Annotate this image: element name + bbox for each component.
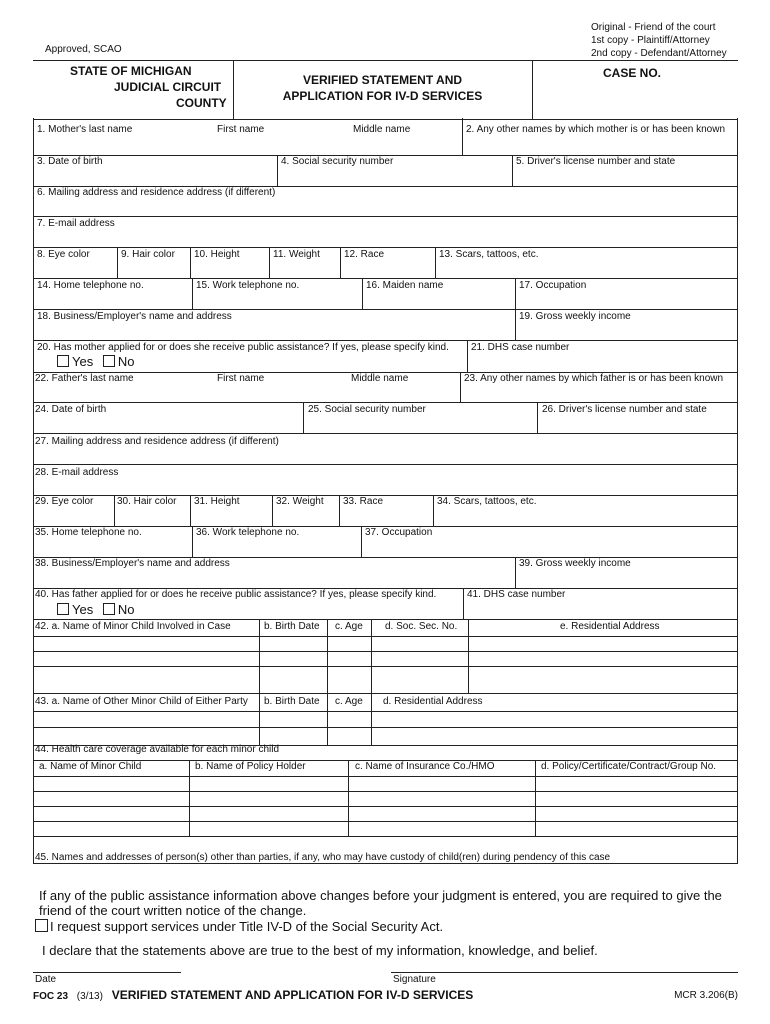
mother-yes-label: Yes: [72, 354, 94, 369]
field-11-weight[interactable]: 11. Weight: [273, 249, 320, 260]
mother-assistance-options: [57, 355, 134, 369]
field-4-ssn[interactable]: 4. Social security number: [281, 156, 394, 167]
approved-label: Approved, SCAO: [45, 44, 122, 55]
coverage-row[interactable]: [34, 777, 737, 791]
form-grid: [33, 60, 738, 863]
field-34-scars[interactable]: 34. Scars, tattoos, etc.: [437, 496, 537, 507]
mother-no-label: No: [117, 354, 135, 369]
field-44c-insurance-co: c. Name of Insurance Co./HMO: [355, 761, 495, 772]
field-21-dhs-case[interactable]: 21. DHS case number: [471, 342, 570, 353]
father-yes-label: Yes: [72, 602, 94, 617]
field-22-middle-name[interactable]: Middle name: [351, 373, 409, 384]
field-42a-child-name: 42. a. Name of Minor Child Involved in Case: [35, 621, 231, 632]
field-20-public-assistance[interactable]: 20. Has mother applied for or does she receive public assistance? If yes, please specify kind.: [37, 342, 449, 353]
field-25-ssn[interactable]: 25. Social security number: [308, 404, 426, 415]
copy-line-original: Original - Friend of the court: [591, 22, 716, 33]
field-18-employer[interactable]: 18. Business/Employer's name and address: [37, 311, 232, 322]
field-1-middle-name[interactable]: Middle name: [353, 124, 411, 135]
field-8-eye-color[interactable]: 8. Eye color: [37, 249, 90, 260]
field-1-first-name[interactable]: First name: [217, 124, 265, 135]
field-14-home-phone[interactable]: 14. Home telephone no.: [37, 280, 144, 291]
field-39-weekly-income[interactable]: 39. Gross weekly income: [519, 558, 631, 569]
field-24-dob[interactable]: 24. Date of birth: [35, 404, 107, 415]
field-42d-ssn: d. Soc. Sec. No.: [385, 621, 458, 632]
field-44b-policy-holder: b. Name of Policy Holder: [195, 761, 306, 772]
field-38-employer[interactable]: 38. Business/Employer's name and address: [35, 558, 230, 569]
footer-title: VERIFIED STATEMENT AND APPLICATION FOR IV-D SERVICES: [111, 988, 474, 1002]
field-16-maiden-name[interactable]: 16. Maiden name: [366, 280, 444, 291]
field-22-father-last-name[interactable]: 22. Father's last name: [35, 373, 134, 384]
request-ivd-checkbox[interactable]: [35, 919, 48, 932]
field-32-weight[interactable]: 32. Weight: [276, 496, 324, 507]
circuit-label: JUDICIAL CIRCUIT: [114, 80, 222, 94]
field-26-drivers-license[interactable]: 26. Driver's license number and state: [542, 404, 707, 415]
coverage-row[interactable]: [34, 807, 737, 821]
mcr-reference: MCR 3.206(B): [674, 990, 738, 1001]
state-label: STATE OF MICHIGAN: [70, 64, 192, 78]
field-37-occupation[interactable]: 37. Occupation: [365, 527, 433, 538]
field-12-race[interactable]: 12. Race: [344, 249, 385, 260]
field-43c-age: c. Age: [335, 696, 363, 707]
field-23-other-names[interactable]: 23. Any other names by which father is or has been known: [464, 373, 724, 384]
field-43a-other-child-name: 43. a. Name of Other Minor Child of Either Party: [35, 696, 248, 707]
form-id: FOC 23: [33, 991, 69, 1002]
date-line[interactable]: [33, 972, 181, 973]
field-10-height[interactable]: 10. Height: [194, 249, 240, 260]
request-statement: I request support services under Title IV-D of the Social Security Act.: [50, 919, 444, 934]
county-label: COUNTY: [176, 96, 227, 110]
declare-statement: I declare that the statements above are true to the best of my information, knowledge, and belief.: [42, 943, 598, 958]
field-15-work-phone[interactable]: 15. Work telephone no.: [196, 280, 300, 291]
field-6-mailing-address[interactable]: 6. Mailing address and residence address (if different): [37, 187, 276, 198]
footer-bar: [33, 988, 738, 1004]
child-row[interactable]: [34, 652, 737, 666]
field-22-first-name[interactable]: First name: [217, 373, 265, 384]
field-35-home-phone[interactable]: 35. Home telephone no.: [35, 527, 142, 538]
field-3-dob[interactable]: 3. Date of birth: [37, 156, 103, 167]
form-revision: (3/13): [76, 991, 103, 1002]
copy-line-second: 2nd copy - Defendant/Attorney: [591, 48, 727, 59]
signature-label: Signature: [393, 974, 436, 985]
field-28-email[interactable]: 28. E-mail address: [35, 467, 119, 478]
notice-statement: If any of the public assistance information above changes before your judgment is entered, you are required to give the friend of the court written notice of the change.: [39, 888, 722, 918]
other-child-row[interactable]: [34, 712, 737, 727]
field-45-custody-persons[interactable]: 45. Names and addresses of person(s) other than parties, if any, who may have custody of child(ren) during pendency of this case: [35, 852, 611, 863]
father-yes-checkbox[interactable]: [57, 603, 69, 615]
field-30-hair-color[interactable]: 30. Hair color: [117, 496, 177, 507]
field-17-occupation[interactable]: 17. Occupation: [519, 280, 587, 291]
date-label: Date: [35, 974, 57, 985]
field-43b-birth-date: b. Birth Date: [264, 696, 320, 707]
request-statement-row: [35, 919, 443, 934]
coverage-row[interactable]: [34, 822, 737, 836]
case-no-label: CASE NO.: [603, 66, 662, 80]
father-no-label: No: [117, 602, 135, 617]
child-row[interactable]: [34, 637, 737, 651]
field-42e-residential-address: e. Residential Address: [560, 621, 660, 632]
field-13-scars[interactable]: 13. Scars, tattoos, etc.: [439, 249, 539, 260]
field-19-weekly-income[interactable]: 19. Gross weekly income: [519, 311, 631, 322]
field-40-public-assistance[interactable]: 40. Has father applied for or does he receive public assistance? If yes, please specify kind.: [35, 589, 437, 600]
father-assistance-options: [57, 603, 134, 617]
field-36-work-phone[interactable]: 36. Work telephone no.: [196, 527, 300, 538]
mother-no-checkbox[interactable]: [103, 355, 115, 367]
other-child-row[interactable]: [34, 728, 737, 745]
field-33-race[interactable]: 33. Race: [343, 496, 384, 507]
signature-line[interactable]: [391, 972, 738, 973]
field-44a-child-name: a. Name of Minor Child: [39, 761, 142, 772]
field-5-drivers-license[interactable]: 5. Driver's license number and state: [516, 156, 676, 167]
form-title-line2: APPLICATION FOR IV-D SERVICES: [282, 89, 483, 103]
field-43d-residential-address: d. Residential Address: [383, 696, 483, 707]
field-31-height[interactable]: 31. Height: [194, 496, 240, 507]
copy-line-first: 1st copy - Plaintiff/Attorney: [591, 35, 710, 46]
field-42b-birth-date: b. Birth Date: [264, 621, 320, 632]
field-41-dhs-case[interactable]: 41. DHS case number: [467, 589, 566, 600]
mother-yes-checkbox[interactable]: [57, 355, 69, 367]
coverage-row[interactable]: [34, 792, 737, 806]
father-no-checkbox[interactable]: [103, 603, 115, 615]
copy-distribution: [591, 21, 727, 60]
form-title-line1: VERIFIED STATEMENT AND: [302, 73, 463, 87]
field-2-other-names[interactable]: 2. Any other names by which mother is or has been known: [466, 124, 726, 135]
field-44-health-coverage: 44. Health care coverage available for each minor child: [35, 744, 280, 755]
field-27-mailing-address[interactable]: 27. Mailing address and residence address (if different): [35, 436, 279, 447]
field-7-email[interactable]: 7. E-mail address: [37, 218, 115, 229]
field-29-eye-color[interactable]: 29. Eye color: [35, 496, 94, 507]
field-44d-policy-number: d. Policy/Certificate/Contract/Group No.: [541, 761, 717, 772]
field-9-hair-color[interactable]: 9. Hair color: [121, 249, 175, 260]
child-row[interactable]: [34, 667, 737, 693]
field-42c-age: c. Age: [335, 621, 363, 632]
field-1-mother-last-name[interactable]: 1. Mother's last name: [37, 124, 133, 135]
